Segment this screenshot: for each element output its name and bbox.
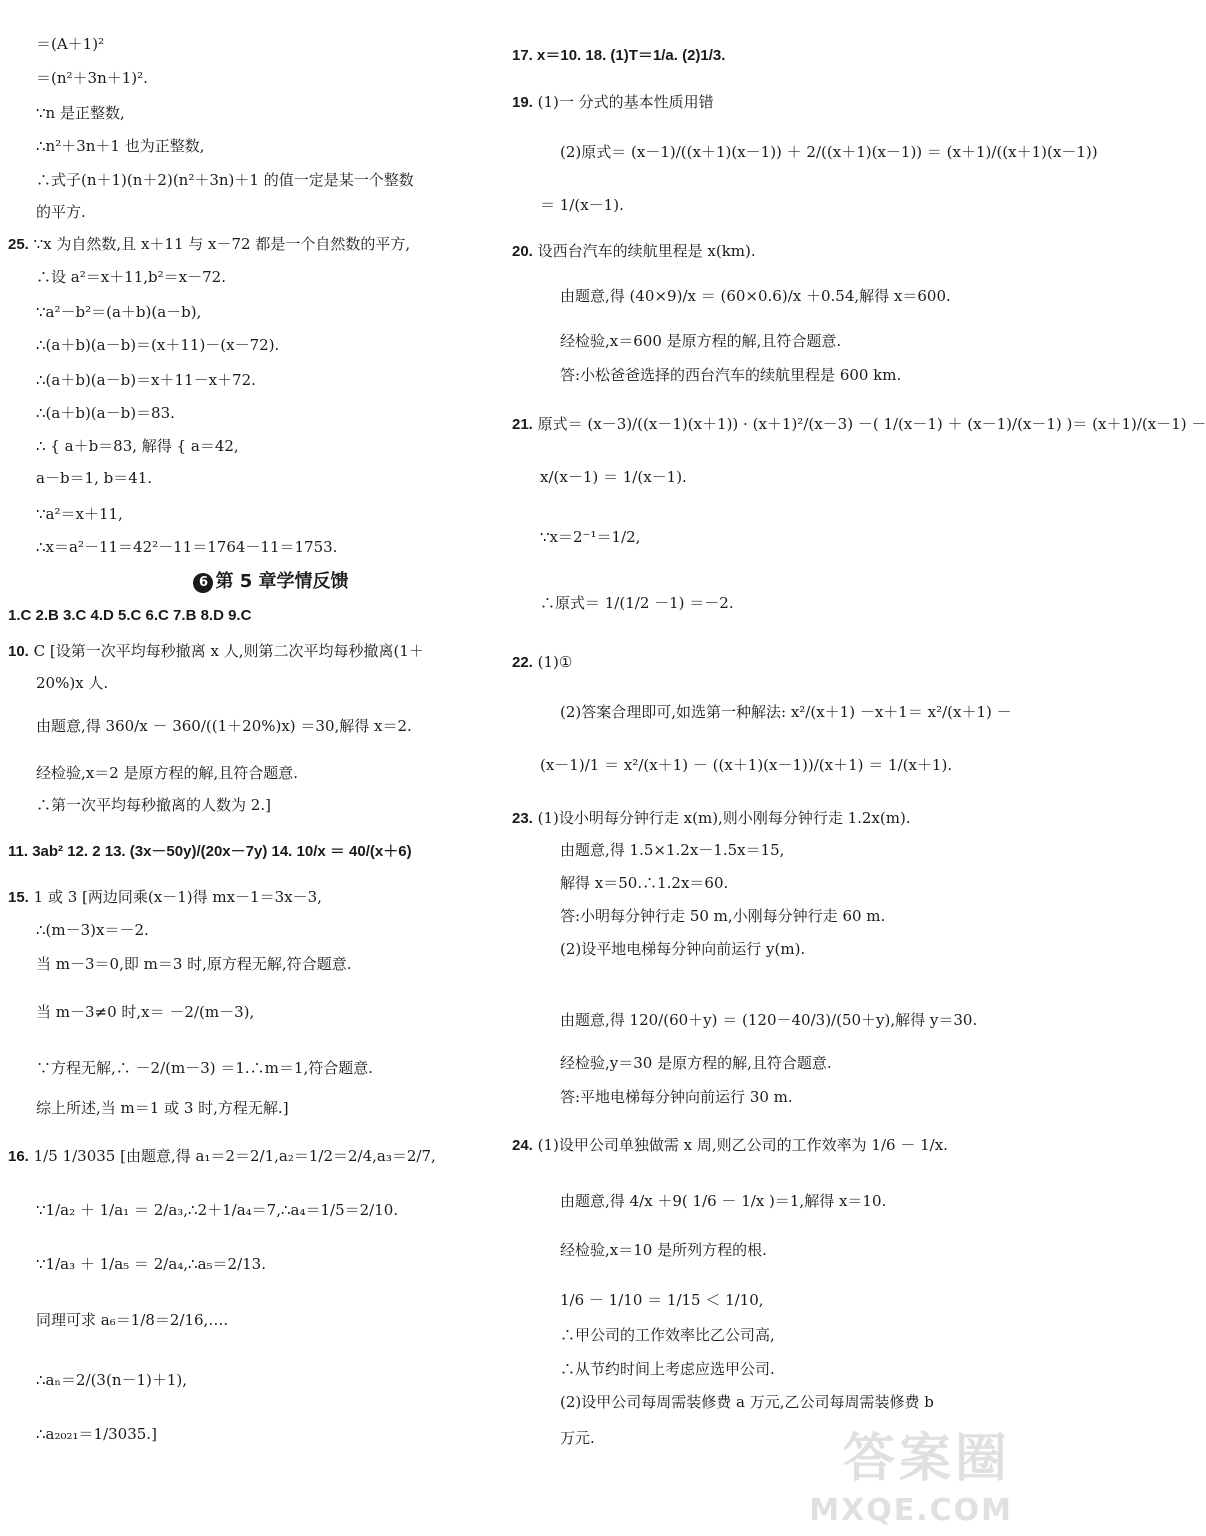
text-line: (2)答案合理即可,如选第一种解法: x²/(x＋1) －x＋1＝ x²/(x＋1) － (560, 703, 1012, 721)
question-23 (512, 808, 911, 829)
text: (1)设甲公司单独做需 x 周,则乙公司的工作效率为 1/6 － 1/x. (537, 1136, 948, 1154)
mc-answers: 1.C 2.B 3.C 4.D 5.C 6.C 7.B 8.D 9.C (8, 607, 252, 624)
question-19 (512, 92, 714, 113)
text-line: (2)原式＝ (x－1)/((x＋1)(x－1)) ＋ 2/((x＋1)(x－1)) ＝ (x＋1)/((x＋1)(x－1)) (560, 143, 1098, 161)
watermark-url: MXQE.COM (809, 1493, 1013, 1528)
text-line: 当 m－3≠0 时,x＝ －2/(m－3), (36, 1003, 255, 1021)
question-15 (8, 887, 322, 908)
question-number: 15. (8, 889, 29, 906)
text: 1/5 1/3035 [由题意,得 a₁＝2＝2/1,a₂＝1/2＝2/4,a₃＝2/7, (33, 1147, 436, 1165)
text-line: ∴从节约时间上考虑应选甲公司. (560, 1360, 775, 1378)
text: 设西台汽车的续航里程是 x(km). (537, 242, 756, 260)
text-line: ∴第一次平均每秒撤离的人数为 2.] (36, 796, 271, 814)
text-line: (2)设甲公司每周需装修费 a 万元,乙公司每周需装修费 b (560, 1393, 934, 1411)
text-line: 20%)x 人. (36, 674, 109, 692)
text-line: ∴原式＝ 1/(1/2 －1) ＝－2. (540, 594, 734, 612)
question-24 (512, 1135, 948, 1156)
text-line: ∴aₙ＝2/(3(n－1)＋1), (36, 1371, 188, 1389)
text-line: 由题意,得 (40×9)/x ＝ (60×0.6)/x ＋0.54,解得 x＝600. (560, 287, 951, 305)
watermark-logo (805, 1412, 1015, 1530)
question-number: 21. (512, 416, 533, 433)
text-line: 由题意,得 4/x ＋9( 1/6 － 1/x )＝1,解得 x＝10. (560, 1192, 887, 1210)
watermark-text: 答案圈 (842, 1429, 1011, 1489)
text-line: ∵x＝2⁻¹＝1/2, (540, 528, 641, 546)
section-title: 第 5 章学情反馈 (215, 571, 349, 592)
text-line: 综上所述,当 m＝1 或 3 时,方程无解.] (36, 1099, 289, 1117)
text-line: ＝(n²＋3n＋1)². (36, 69, 148, 87)
text-line: ∵a²＝x＋11, (36, 505, 123, 523)
text-line: 的平方. (36, 203, 86, 221)
text-line: x/(x－1) ＝ 1/(x－1). (540, 468, 687, 486)
question-20 (512, 241, 756, 262)
text-line: 经检验,x＝2 是原方程的解,且符合题意. (36, 764, 299, 782)
text: 1 或 3 [两边同乘(x－1)得 mx－1＝3x－3, (33, 888, 322, 906)
questions-17-18: 17. x＝10. 18. (1)T＝1/a. (2)1/3. (512, 47, 726, 64)
text: ∵x 为自然数,且 x＋11 与 x－72 都是一个自然数的平方, (33, 235, 411, 253)
question-25 (8, 234, 410, 255)
text: 原式＝ (x－3)/((x－1)(x＋1)) · (x＋1)²/(x－3) －( 1/(x－1) ＋ (x－1)/(x－1) )＝ (x＋1)/(x－1) － (537, 415, 1206, 433)
text-line: ∴设 a²＝x＋11,b²＝x－72. (36, 268, 226, 286)
question-number: 16. (8, 1148, 29, 1165)
text-line: ＝(A＋1)² (36, 35, 105, 53)
text-line: 经检验,x＝10 是所列方程的根. (560, 1241, 767, 1259)
text-line: ∵1/a₃ ＋ 1/a₅ ＝ 2/a₄,∴a₅＝2/13. (36, 1255, 266, 1273)
question-number: 19. (512, 94, 533, 111)
question-number: 24. (512, 1137, 533, 1154)
text-line: ∵方程无解,∴ －2/(m－3) ＝1.∴m＝1,符合题意. (36, 1059, 373, 1077)
text-line: 由题意,得 120/(60＋y) ＝ (120－40/3)/(50＋y),解得 y＝30. (560, 1011, 978, 1029)
text-line: ∴x＝a²－11＝42²－11＝1764－11＝1753. (36, 538, 338, 556)
text-line: 1/6 － 1/10 ＝ 1/15 ＜ 1/10, (560, 1291, 764, 1309)
question-number: 25. (8, 236, 29, 253)
text-line: ∴(a＋b)(a－b)＝(x＋11)－(x－72). (36, 336, 280, 354)
text-line: ∴(a＋b)(a－b)＝83. (36, 404, 175, 422)
text-line: ∴n²＋3n＋1 也为正整数, (36, 137, 205, 155)
section-badge: 6 (193, 573, 213, 593)
text-line: 万元. (560, 1429, 595, 1447)
text-line: (2)设平地电梯每分钟向前运行 y(m). (560, 940, 806, 958)
question-10 (8, 641, 424, 662)
text: (1)一 分式的基本性质用错 (537, 93, 714, 111)
question-number: 23. (512, 810, 533, 827)
text-line: ∴甲公司的工作效率比乙公司高, (560, 1326, 775, 1344)
text: C [设第一次平均每秒撤离 x 人,则第二次平均每秒撤离(1＋ (33, 642, 424, 660)
question-number: 20. (512, 243, 533, 260)
text-line: ∴(m－3)x＝－2. (36, 921, 149, 939)
text-line: 同理可求 a₆＝1/8＝2/16,…. (36, 1311, 229, 1329)
question-number: 22. (512, 654, 533, 671)
text-line: 当 m－3＝0,即 m＝3 时,原方程无解,符合题意. (36, 955, 352, 973)
question-21 (512, 414, 1206, 435)
text-line: 解得 x＝50.∴1.2x＝60. (560, 874, 729, 892)
text-line: ∵a²－b²＝(a＋b)(a－b), (36, 303, 202, 321)
text-line: ∴a₂₀₂₁＝1/3035.] (36, 1425, 157, 1443)
text-line: 经检验,x＝600 是原方程的解,且符合题意. (560, 332, 842, 350)
text-line: 答:小明每分钟行走 50 m,小刚每分钟行走 60 m. (560, 907, 886, 925)
text-line: ∵1/a₂ ＋ 1/a₁ ＝ 2/a₃,∴2＋1/a₄＝7,∴a₄＝1/5＝2/10. (36, 1201, 399, 1219)
text-line: a－b＝1, b＝41. (36, 469, 153, 487)
text-line: ∴ { a＋b＝83, 解得 { a＝42, (36, 437, 239, 455)
questions-11-14: 11. 3ab² 12. 2 13. (3x－50y)/(20x－7y) 14. 10/x ＝ 40/(x＋6) (8, 843, 412, 860)
text-line: (x－1)/1 ＝ x²/(x＋1) － ((x＋1)(x－1))/(x＋1) ＝ 1/(x＋1). (540, 756, 953, 774)
text-line: 答:平地电梯每分钟向前运行 30 m. (560, 1088, 793, 1106)
text: (1)① (537, 653, 573, 671)
text-line: ＝ 1/(x－1). (540, 196, 624, 214)
question-22 (512, 652, 572, 673)
text-line: ∴(a＋b)(a－b)＝x＋11－x＋72. (36, 371, 256, 389)
section-heading (36, 570, 506, 594)
text-line: 经检验,y＝30 是原方程的解,且符合题意. (560, 1054, 832, 1072)
text-line: 由题意,得 360/x － 360/((1＋20%)x) ＝30,解得 x＝2. (36, 717, 412, 735)
question-number: 10. (8, 643, 29, 660)
text-line: 答:小松爸爸选择的西台汽车的续航里程是 600 km. (560, 366, 902, 384)
question-16 (8, 1146, 436, 1167)
text-line: 由题意,得 1.5×1.2x－1.5x＝15, (560, 841, 785, 859)
text-line: ∴式子(n＋1)(n＋2)(n²＋3n)＋1 的值一定是某一个整数 (36, 171, 414, 189)
text-line: ∵n 是正整数, (36, 104, 125, 122)
text: (1)设小明每分钟行走 x(m),则小刚每分钟行走 1.2x(m). (537, 809, 911, 827)
